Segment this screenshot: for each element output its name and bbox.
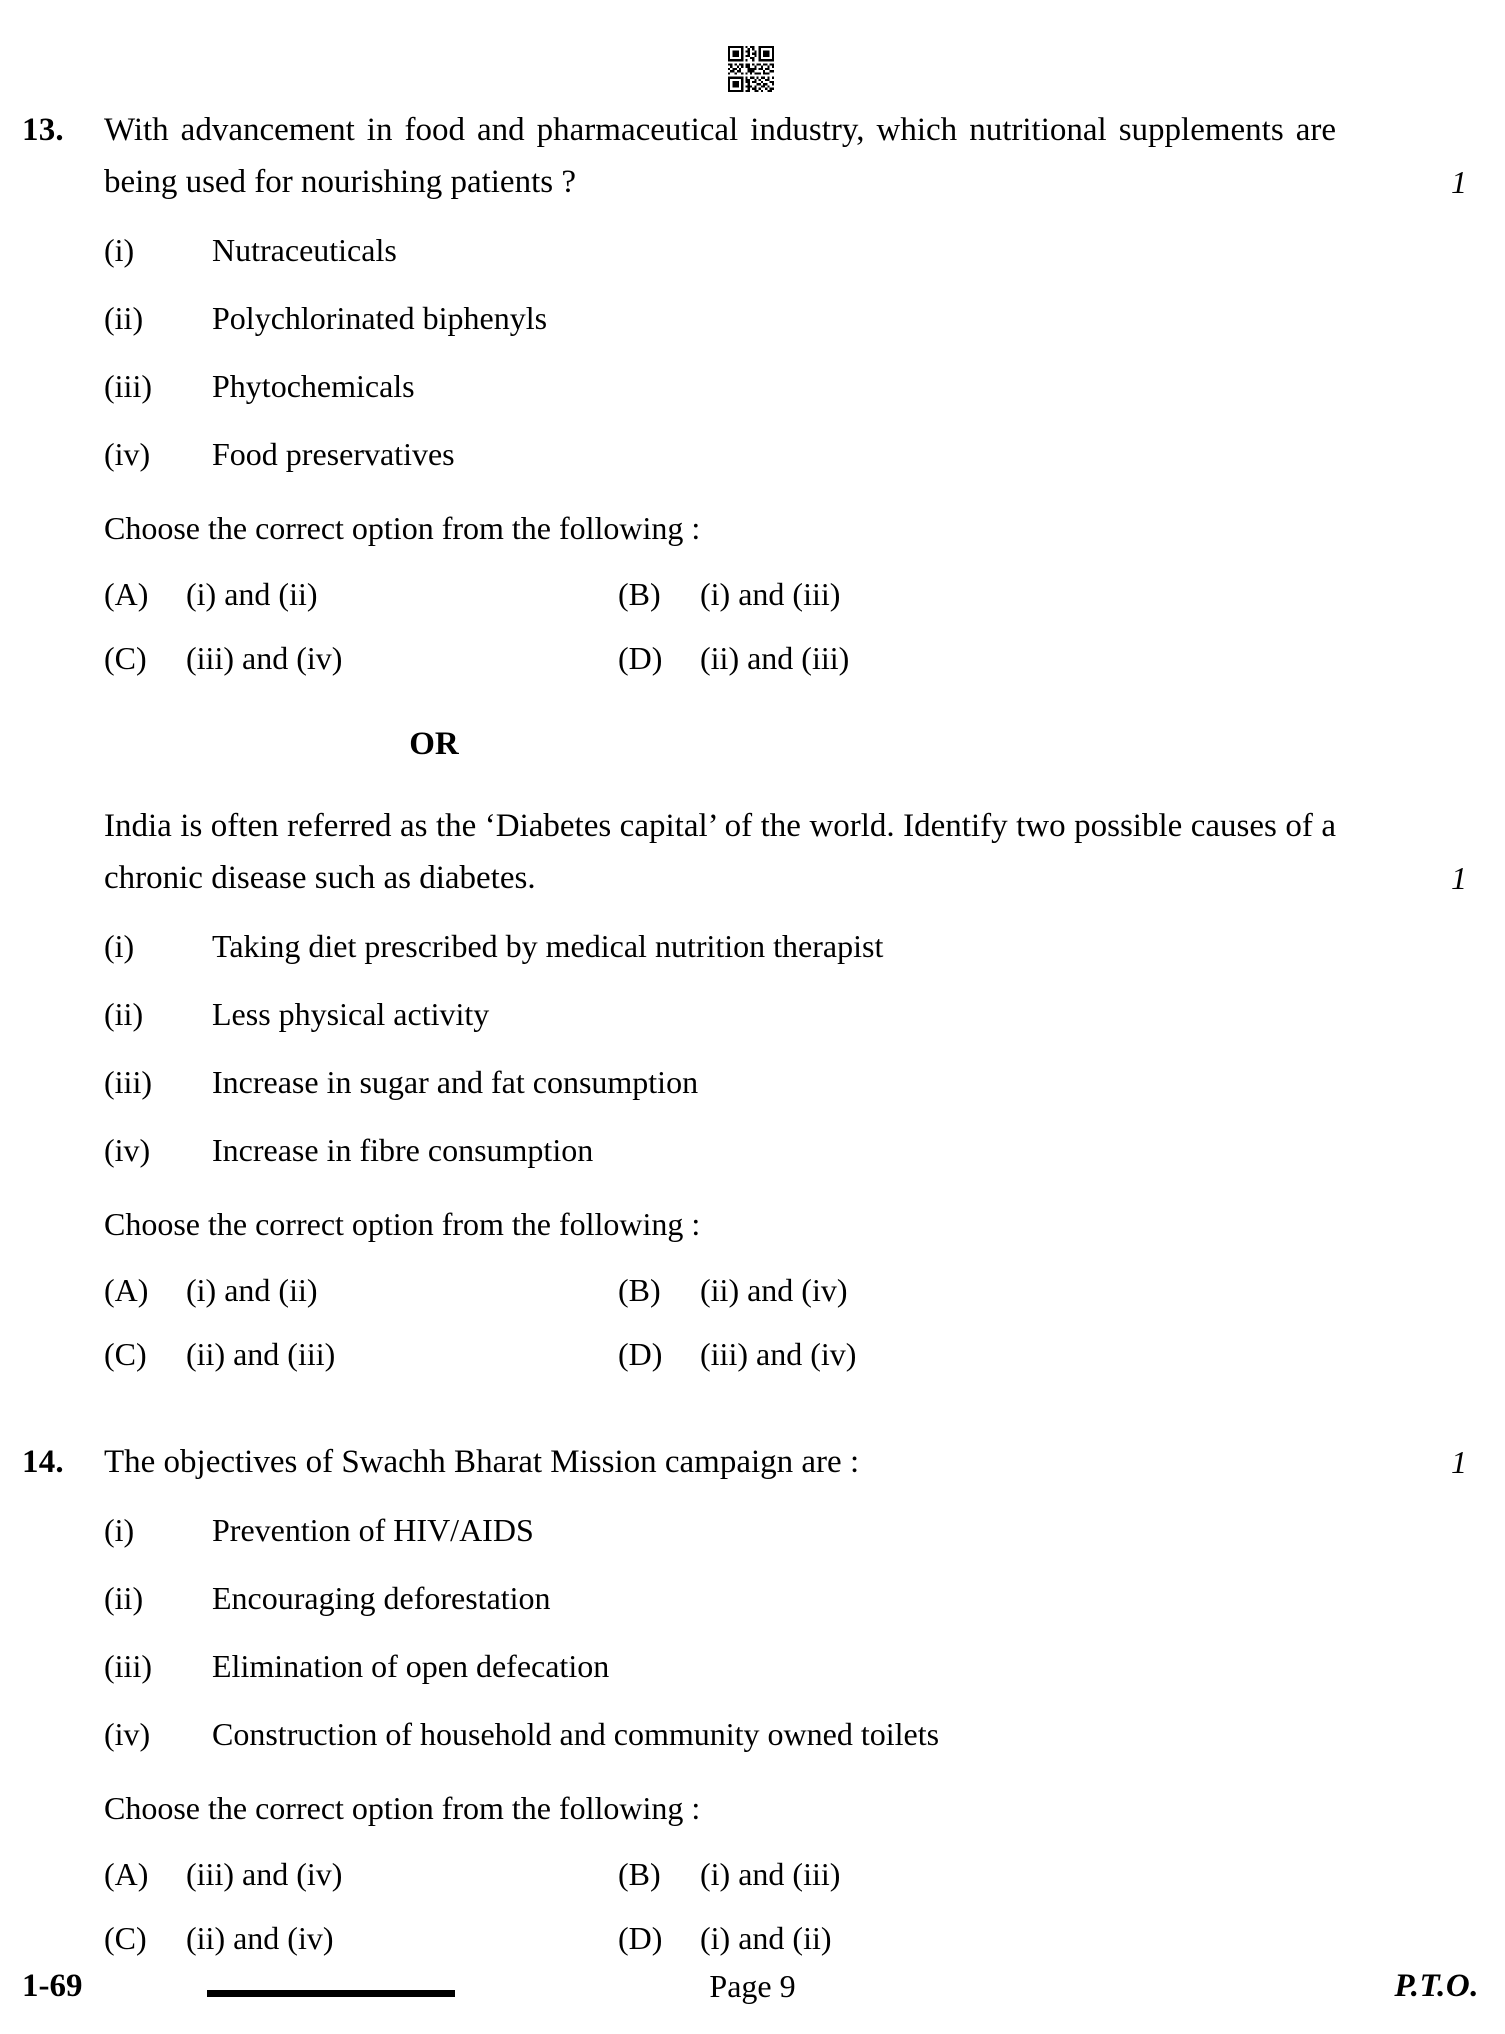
roman-label: (iv) bbox=[104, 436, 151, 472]
list-item bbox=[104, 428, 1505, 480]
option-c[interactable] bbox=[104, 1912, 618, 1964]
question-13 bbox=[0, 104, 1505, 208]
question-13-alt-items-row bbox=[0, 904, 1505, 1380]
please-turn-over-label: P.T.O. bbox=[1394, 1968, 1479, 2004]
list-item bbox=[104, 1708, 1505, 1760]
option-label: (A) bbox=[104, 576, 149, 612]
question-13-alt-choose-line: Choose the correct option from the following : bbox=[104, 1206, 701, 1242]
question-13-options bbox=[104, 568, 1505, 684]
option-text: (ii) and (iv) bbox=[700, 1272, 848, 1308]
list-item bbox=[104, 920, 1505, 972]
list-item bbox=[104, 1640, 1505, 1692]
option-label: (D) bbox=[618, 1336, 663, 1372]
item-text: Construction of household and community owned toilets bbox=[212, 1716, 940, 1752]
question-13-stem: With advancement in food and pharmaceutical industry, which nutritional supplements are being used for nourishing patients ? bbox=[104, 112, 1336, 200]
option-label: (C) bbox=[104, 1336, 147, 1372]
item-text: Encouraging deforestation bbox=[212, 1580, 551, 1616]
option-d[interactable] bbox=[618, 1328, 856, 1380]
option-label: (B) bbox=[618, 1272, 661, 1308]
item-text: Food preservatives bbox=[212, 436, 455, 472]
option-text: (iii) and (iv) bbox=[186, 640, 343, 676]
item-text: Elimination of open defecation bbox=[212, 1648, 610, 1684]
item-text: Increase in fibre consumption bbox=[212, 1132, 594, 1168]
option-label: (D) bbox=[618, 640, 663, 676]
option-d[interactable] bbox=[618, 1912, 832, 1964]
list-item bbox=[104, 360, 1505, 412]
page-number: Page 9 bbox=[709, 1968, 796, 2004]
list-item bbox=[104, 1504, 1505, 1556]
option-row bbox=[104, 568, 1505, 620]
roman-label: (i) bbox=[104, 928, 135, 964]
option-label: (A) bbox=[104, 1856, 149, 1892]
item-text: Increase in sugar and fat consumption bbox=[212, 1064, 699, 1100]
option-row bbox=[104, 632, 1505, 684]
question-14-stem: The objectives of Swachh Bharat Mission campaign are : bbox=[104, 1444, 860, 1480]
question-13-marks: 1 bbox=[1451, 164, 1467, 200]
option-text: (ii) and (iii) bbox=[700, 640, 850, 676]
question-14-number: 14. bbox=[22, 1444, 64, 1480]
item-text: Prevention of HIV/AIDS bbox=[212, 1512, 534, 1548]
option-label: (D) bbox=[618, 1920, 663, 1956]
question-13-alt-stem: India is often referred as the ‘Diabetes capital’ of the world. Identify two possible causes of a chronic disease such as diabetes. bbox=[104, 808, 1336, 896]
question-14-choose-line: Choose the correct option from the following : bbox=[104, 1790, 701, 1826]
question-13-number: 13. bbox=[22, 112, 64, 148]
option-text: (ii) and (iii) bbox=[186, 1336, 336, 1372]
list-item bbox=[104, 988, 1505, 1040]
roman-label: (ii) bbox=[104, 300, 144, 336]
option-text: (i) and (ii) bbox=[186, 1272, 318, 1308]
question-13-alt-marks: 1 bbox=[1451, 860, 1467, 896]
paper-code: 1-69 bbox=[22, 1968, 83, 2004]
option-row bbox=[104, 1848, 1505, 1900]
qr-code-icon bbox=[724, 46, 778, 92]
or-divider: OR bbox=[409, 726, 459, 762]
item-text: Taking diet prescribed by medical nutrition therapist bbox=[212, 928, 884, 964]
item-text: Less physical activity bbox=[212, 996, 490, 1032]
list-item bbox=[104, 224, 1505, 276]
question-content bbox=[0, 104, 1505, 1964]
roman-label: (ii) bbox=[104, 1580, 144, 1616]
roman-label: (iv) bbox=[104, 1716, 151, 1752]
option-text: (ii) and (iv) bbox=[186, 1920, 334, 1956]
question-14-options bbox=[104, 1848, 1505, 1964]
option-row bbox=[104, 1912, 1505, 1964]
option-d[interactable] bbox=[618, 632, 849, 684]
list-item bbox=[104, 1572, 1505, 1624]
roman-label: (iv) bbox=[104, 1132, 151, 1168]
list-item bbox=[104, 292, 1505, 344]
list-item bbox=[104, 1056, 1505, 1108]
question-13-alternative bbox=[0, 800, 1505, 904]
option-label: (A) bbox=[104, 1272, 149, 1308]
option-text: (i) and (ii) bbox=[186, 576, 318, 612]
roman-label: (iii) bbox=[104, 1064, 152, 1100]
option-label: (B) bbox=[618, 576, 661, 612]
option-a[interactable] bbox=[104, 1848, 618, 1900]
option-a[interactable] bbox=[104, 568, 618, 620]
option-text: (i) and (ii) bbox=[700, 1920, 832, 1956]
roman-label: (ii) bbox=[104, 996, 144, 1032]
option-row bbox=[104, 1264, 1505, 1316]
option-text: (i) and (iii) bbox=[700, 1856, 841, 1892]
item-text: Polychlorinated biphenyls bbox=[212, 300, 548, 336]
option-label: (C) bbox=[104, 1920, 147, 1956]
page-footer bbox=[0, 1962, 1505, 2016]
option-text: (iii) and (iv) bbox=[186, 1856, 343, 1892]
item-text: Phytochemicals bbox=[212, 368, 415, 404]
option-label: (C) bbox=[104, 640, 147, 676]
option-a[interactable] bbox=[104, 1264, 618, 1316]
question-14-marks: 1 bbox=[1451, 1444, 1467, 1480]
option-b[interactable] bbox=[618, 1848, 840, 1900]
question-13-items-row bbox=[0, 208, 1505, 684]
question-14 bbox=[0, 1436, 1505, 1488]
list-item bbox=[104, 1124, 1505, 1176]
question-13-alt-items bbox=[104, 920, 1505, 1176]
option-c[interactable] bbox=[104, 632, 618, 684]
option-text: (iii) and (iv) bbox=[700, 1336, 857, 1372]
roman-label: (i) bbox=[104, 1512, 135, 1548]
question-13-alt-options bbox=[104, 1264, 1505, 1380]
question-13-items bbox=[104, 224, 1505, 480]
option-b[interactable] bbox=[618, 1264, 848, 1316]
option-text: (i) and (iii) bbox=[700, 576, 841, 612]
option-row bbox=[104, 1328, 1505, 1380]
question-14-items-row bbox=[0, 1488, 1505, 1964]
option-b[interactable] bbox=[618, 568, 840, 620]
question-13-choose-line: Choose the correct option from the following : bbox=[104, 510, 701, 546]
roman-label: (iii) bbox=[104, 1648, 152, 1684]
roman-label: (iii) bbox=[104, 368, 152, 404]
option-c[interactable] bbox=[104, 1328, 618, 1380]
item-text: Nutraceuticals bbox=[212, 232, 397, 268]
option-label: (B) bbox=[618, 1856, 661, 1892]
roman-label: (i) bbox=[104, 232, 135, 268]
question-14-items bbox=[104, 1504, 1505, 1760]
